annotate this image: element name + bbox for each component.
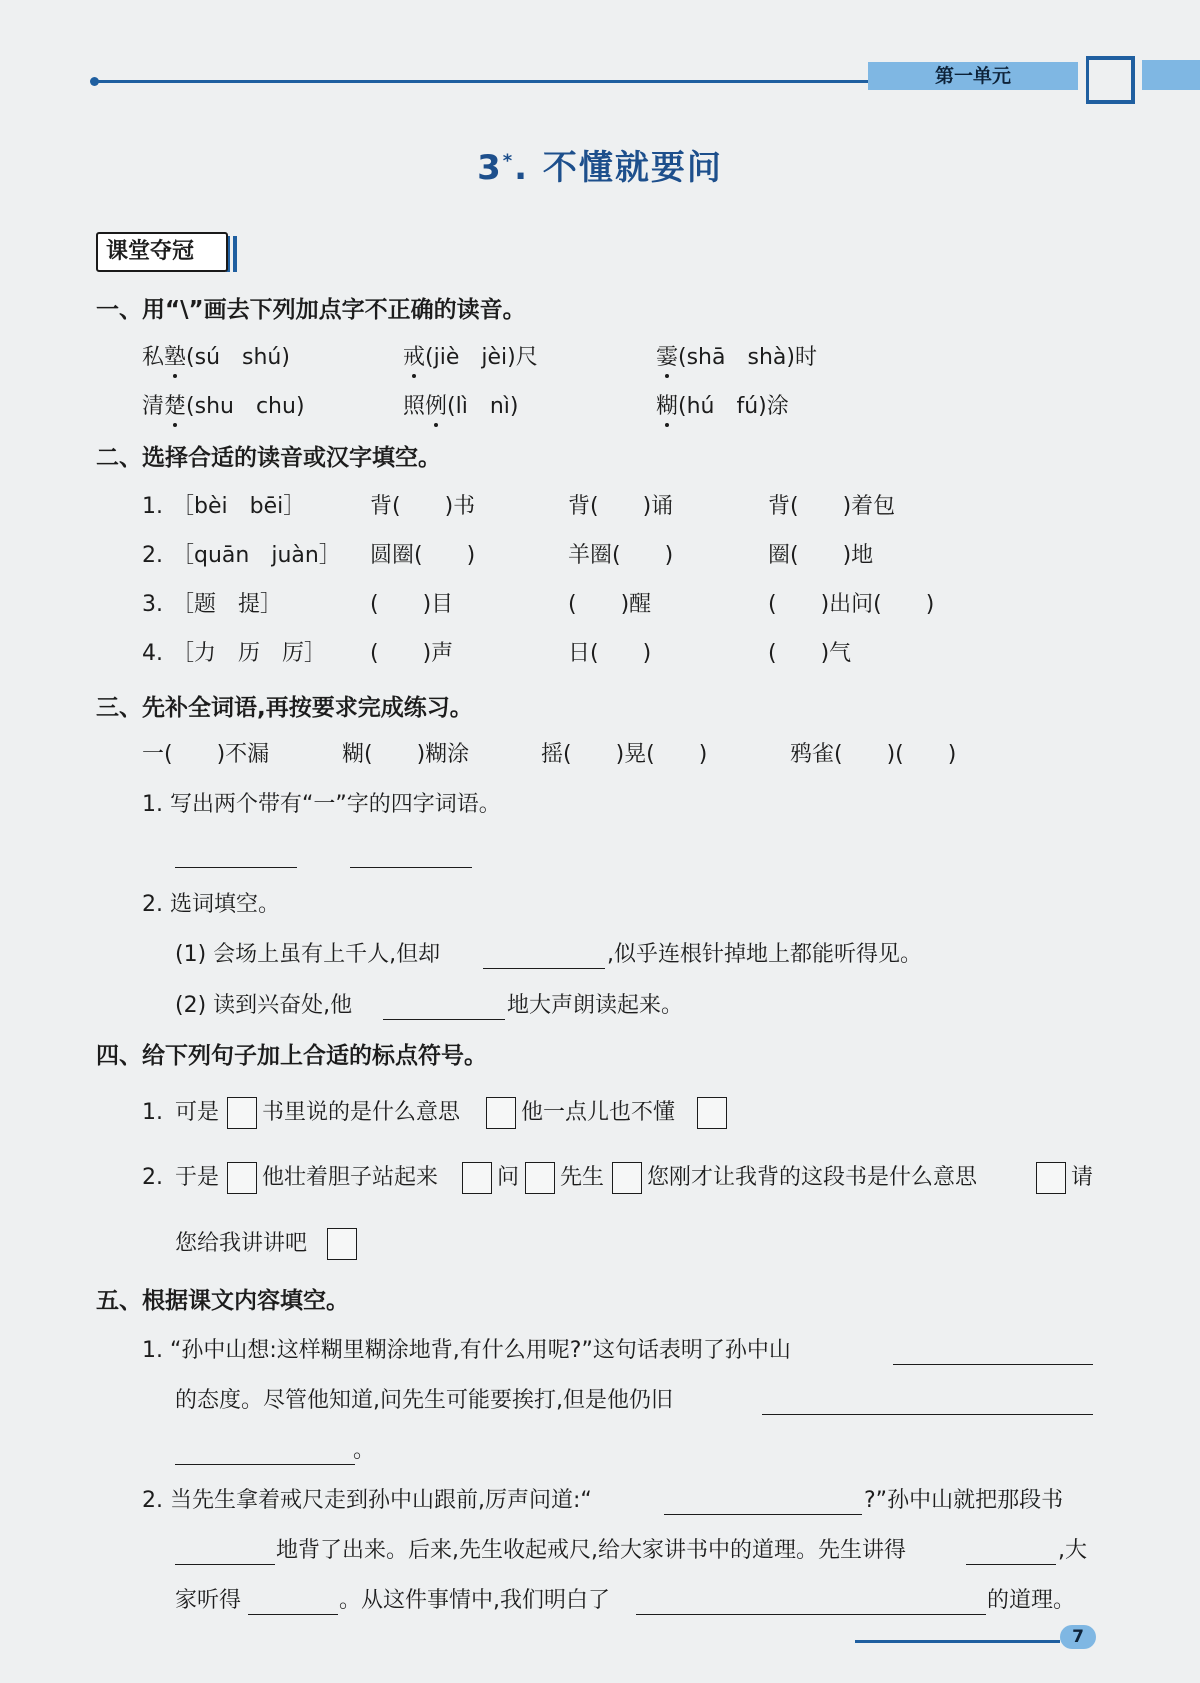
- punctuation-box[interactable]: [525, 1162, 555, 1194]
- s3-word: 鸦雀( )( ): [790, 742, 957, 767]
- answer-blank[interactable]: [350, 867, 472, 868]
- header-emblem: [1086, 56, 1135, 104]
- pinyin-item: 清楚(shu chu): [142, 394, 305, 419]
- s2-row2-c2: 羊圈( ): [568, 543, 674, 568]
- answer-blank[interactable]: [175, 1564, 275, 1565]
- s4-l2-d: 先生: [560, 1165, 605, 1190]
- s4-l2-num: 2.: [142, 1165, 163, 1190]
- s3-q2a-pre: (1) 会场上虽有上千人,但却: [175, 942, 441, 967]
- section5-heading: 五、根据课文内容填空。: [96, 1288, 349, 1314]
- section-badge: [96, 232, 236, 272]
- s5-q2-line2-end: ,大: [1058, 1538, 1087, 1563]
- punctuation-box[interactable]: [227, 1097, 257, 1129]
- punctuation-box[interactable]: [697, 1097, 727, 1129]
- s2-row3-c3: ( )出问( ): [768, 592, 935, 617]
- unit-label: 第一单元: [935, 65, 1012, 87]
- header-band-right: [1142, 60, 1200, 90]
- s3-q2b-pre: (2) 读到兴奋处,他: [175, 993, 353, 1018]
- s4-l1-b: 书里说的是什么意思: [262, 1100, 461, 1125]
- s4-l1-c: 他一点儿也不懂: [521, 1100, 676, 1125]
- pinyin-item: 霎(shā shà)时: [656, 345, 817, 370]
- punctuation-box[interactable]: [612, 1162, 642, 1194]
- s2-row3-opts: ［题 提］: [172, 592, 283, 617]
- s2-row2-c3: 圈( )地: [768, 543, 874, 568]
- s5-q2-line1-post: ?”孙中山就把那段书: [864, 1488, 1064, 1513]
- lesson-number: 3: [477, 148, 503, 188]
- badge-label: 课堂夺冠: [96, 232, 228, 272]
- s3-q2: 2. 选词填空。: [142, 892, 280, 917]
- s2-row1-c1: 背( )书: [370, 494, 476, 519]
- s3-q2b-post: 地大声朗读起来。: [507, 993, 684, 1018]
- s5-q2-line3-pre: 家听得: [175, 1588, 242, 1613]
- s5-q2-line2-mid: 地背了出来。后来,先生收起戒尺,给大家讲书中的道理。先生讲得: [276, 1538, 906, 1563]
- s2-row4-c2: 日( ): [568, 641, 652, 666]
- answer-blank[interactable]: [175, 867, 297, 868]
- answer-blank[interactable]: [664, 1514, 862, 1515]
- s5-q2-line3-mid: 。从这件事情中,我们明白了: [339, 1588, 610, 1613]
- s2-row2-opts: ［quān juàn］: [172, 543, 341, 568]
- s2-row1-num: 1.: [142, 494, 163, 519]
- punctuation-box[interactable]: [1036, 1162, 1066, 1194]
- lesson-name: 不懂就要问: [542, 148, 723, 188]
- s2-row3-c1: ( )目: [370, 592, 454, 617]
- s2-row1-c3: 背( )着包: [768, 494, 896, 519]
- s2-row1-c2: 背( )诵: [568, 494, 674, 519]
- section4-heading: 四、给下列句子加上合适的标点符号。: [96, 1043, 487, 1069]
- punctuation-box[interactable]: [462, 1162, 492, 1194]
- lesson-sep: .: [514, 148, 530, 188]
- answer-blank[interactable]: [762, 1414, 1093, 1415]
- lesson-mark: *: [502, 150, 515, 172]
- s5-q2-line3-end: 的道理。: [987, 1588, 1076, 1613]
- s4-l2-a: 于是: [175, 1165, 220, 1190]
- s2-row4-c3: ( )气: [768, 641, 852, 666]
- s2-row4-opts: ［力 历 厉］: [172, 641, 327, 666]
- s3-word: 糊( )糊涂: [342, 742, 470, 767]
- pinyin-item: 戒(jiè jèi)尺: [403, 345, 538, 370]
- s2-row2-num: 2.: [142, 543, 163, 568]
- answer-blank[interactable]: [893, 1364, 1093, 1365]
- footer-rule: [855, 1640, 1060, 1643]
- header-rule: [94, 80, 874, 83]
- s4-l2-e: 您刚才让我背的这段书是什么意思: [647, 1165, 978, 1190]
- punctuation-box[interactable]: [486, 1097, 516, 1129]
- s5-q1-line1: 1. “孙中山想:这样糊里糊涂地背,有什么用呢?”这句话表明了孙中山: [142, 1338, 791, 1363]
- s3-word: 一( )不漏: [142, 742, 270, 767]
- answer-blank[interactable]: [636, 1614, 986, 1615]
- s4-l2-c: 问: [497, 1165, 520, 1190]
- section2-heading: 二、选择合适的读音或汉字填空。: [96, 445, 441, 471]
- s3-word: 摇( )晃( ): [541, 742, 708, 767]
- s2-row3-num: 3.: [142, 592, 163, 617]
- s2-row4-num: 4.: [142, 641, 163, 666]
- s3-q1: 1. 写出两个带有“一”字的四字词语。: [142, 792, 501, 817]
- s2-row4-c1: ( )声: [370, 641, 454, 666]
- punctuation-box[interactable]: [327, 1228, 357, 1260]
- answer-blank[interactable]: [966, 1564, 1056, 1565]
- pinyin-item: 照例(lì nì): [403, 394, 519, 419]
- s4-l1-a: 可是: [175, 1100, 220, 1125]
- answer-blank[interactable]: [383, 1019, 505, 1020]
- s2-row2-c1: 圆圈( ): [370, 543, 476, 568]
- section3-heading: 三、先补全词语,再按要求完成练习。: [96, 695, 473, 721]
- answer-blank[interactable]: [248, 1614, 338, 1615]
- badge-stripe: [233, 236, 237, 272]
- s5-q1-line3-end: 。: [353, 1438, 376, 1463]
- punctuation-box[interactable]: [227, 1162, 257, 1194]
- s4-l2-b: 他壮着胆子站起来: [262, 1165, 439, 1190]
- section1-heading: 一、用“\”画去下列加点字不正确的读音。: [96, 297, 526, 323]
- s2-row3-c2: ( )醒: [568, 592, 652, 617]
- page-number: 7: [1060, 1625, 1096, 1649]
- s4-l1-num: 1.: [142, 1100, 163, 1125]
- pinyin-item: 糊(hú fú)涂: [656, 394, 789, 419]
- pinyin-item: 私塾(sú shú): [142, 345, 290, 370]
- s4-l2-f: 请: [1071, 1165, 1094, 1190]
- s5-q2-line1-pre: 2. 当先生拿着戒尺走到孙中山跟前,厉声问道:“: [142, 1488, 592, 1513]
- s3-q2a-post: ,似乎连根针掉地上都能听得见。: [607, 942, 922, 967]
- s5-q1-line2: 的态度。尽管他知道,问先生可能要挨打,但是他仍旧: [175, 1388, 673, 1413]
- s4-l3-a: 您给我讲讲吧: [175, 1231, 308, 1256]
- answer-blank[interactable]: [175, 1464, 355, 1465]
- answer-blank[interactable]: [483, 968, 605, 969]
- lesson-title: [0, 140, 1200, 189]
- s2-row1-opts: ［bèi bēi］: [172, 494, 306, 519]
